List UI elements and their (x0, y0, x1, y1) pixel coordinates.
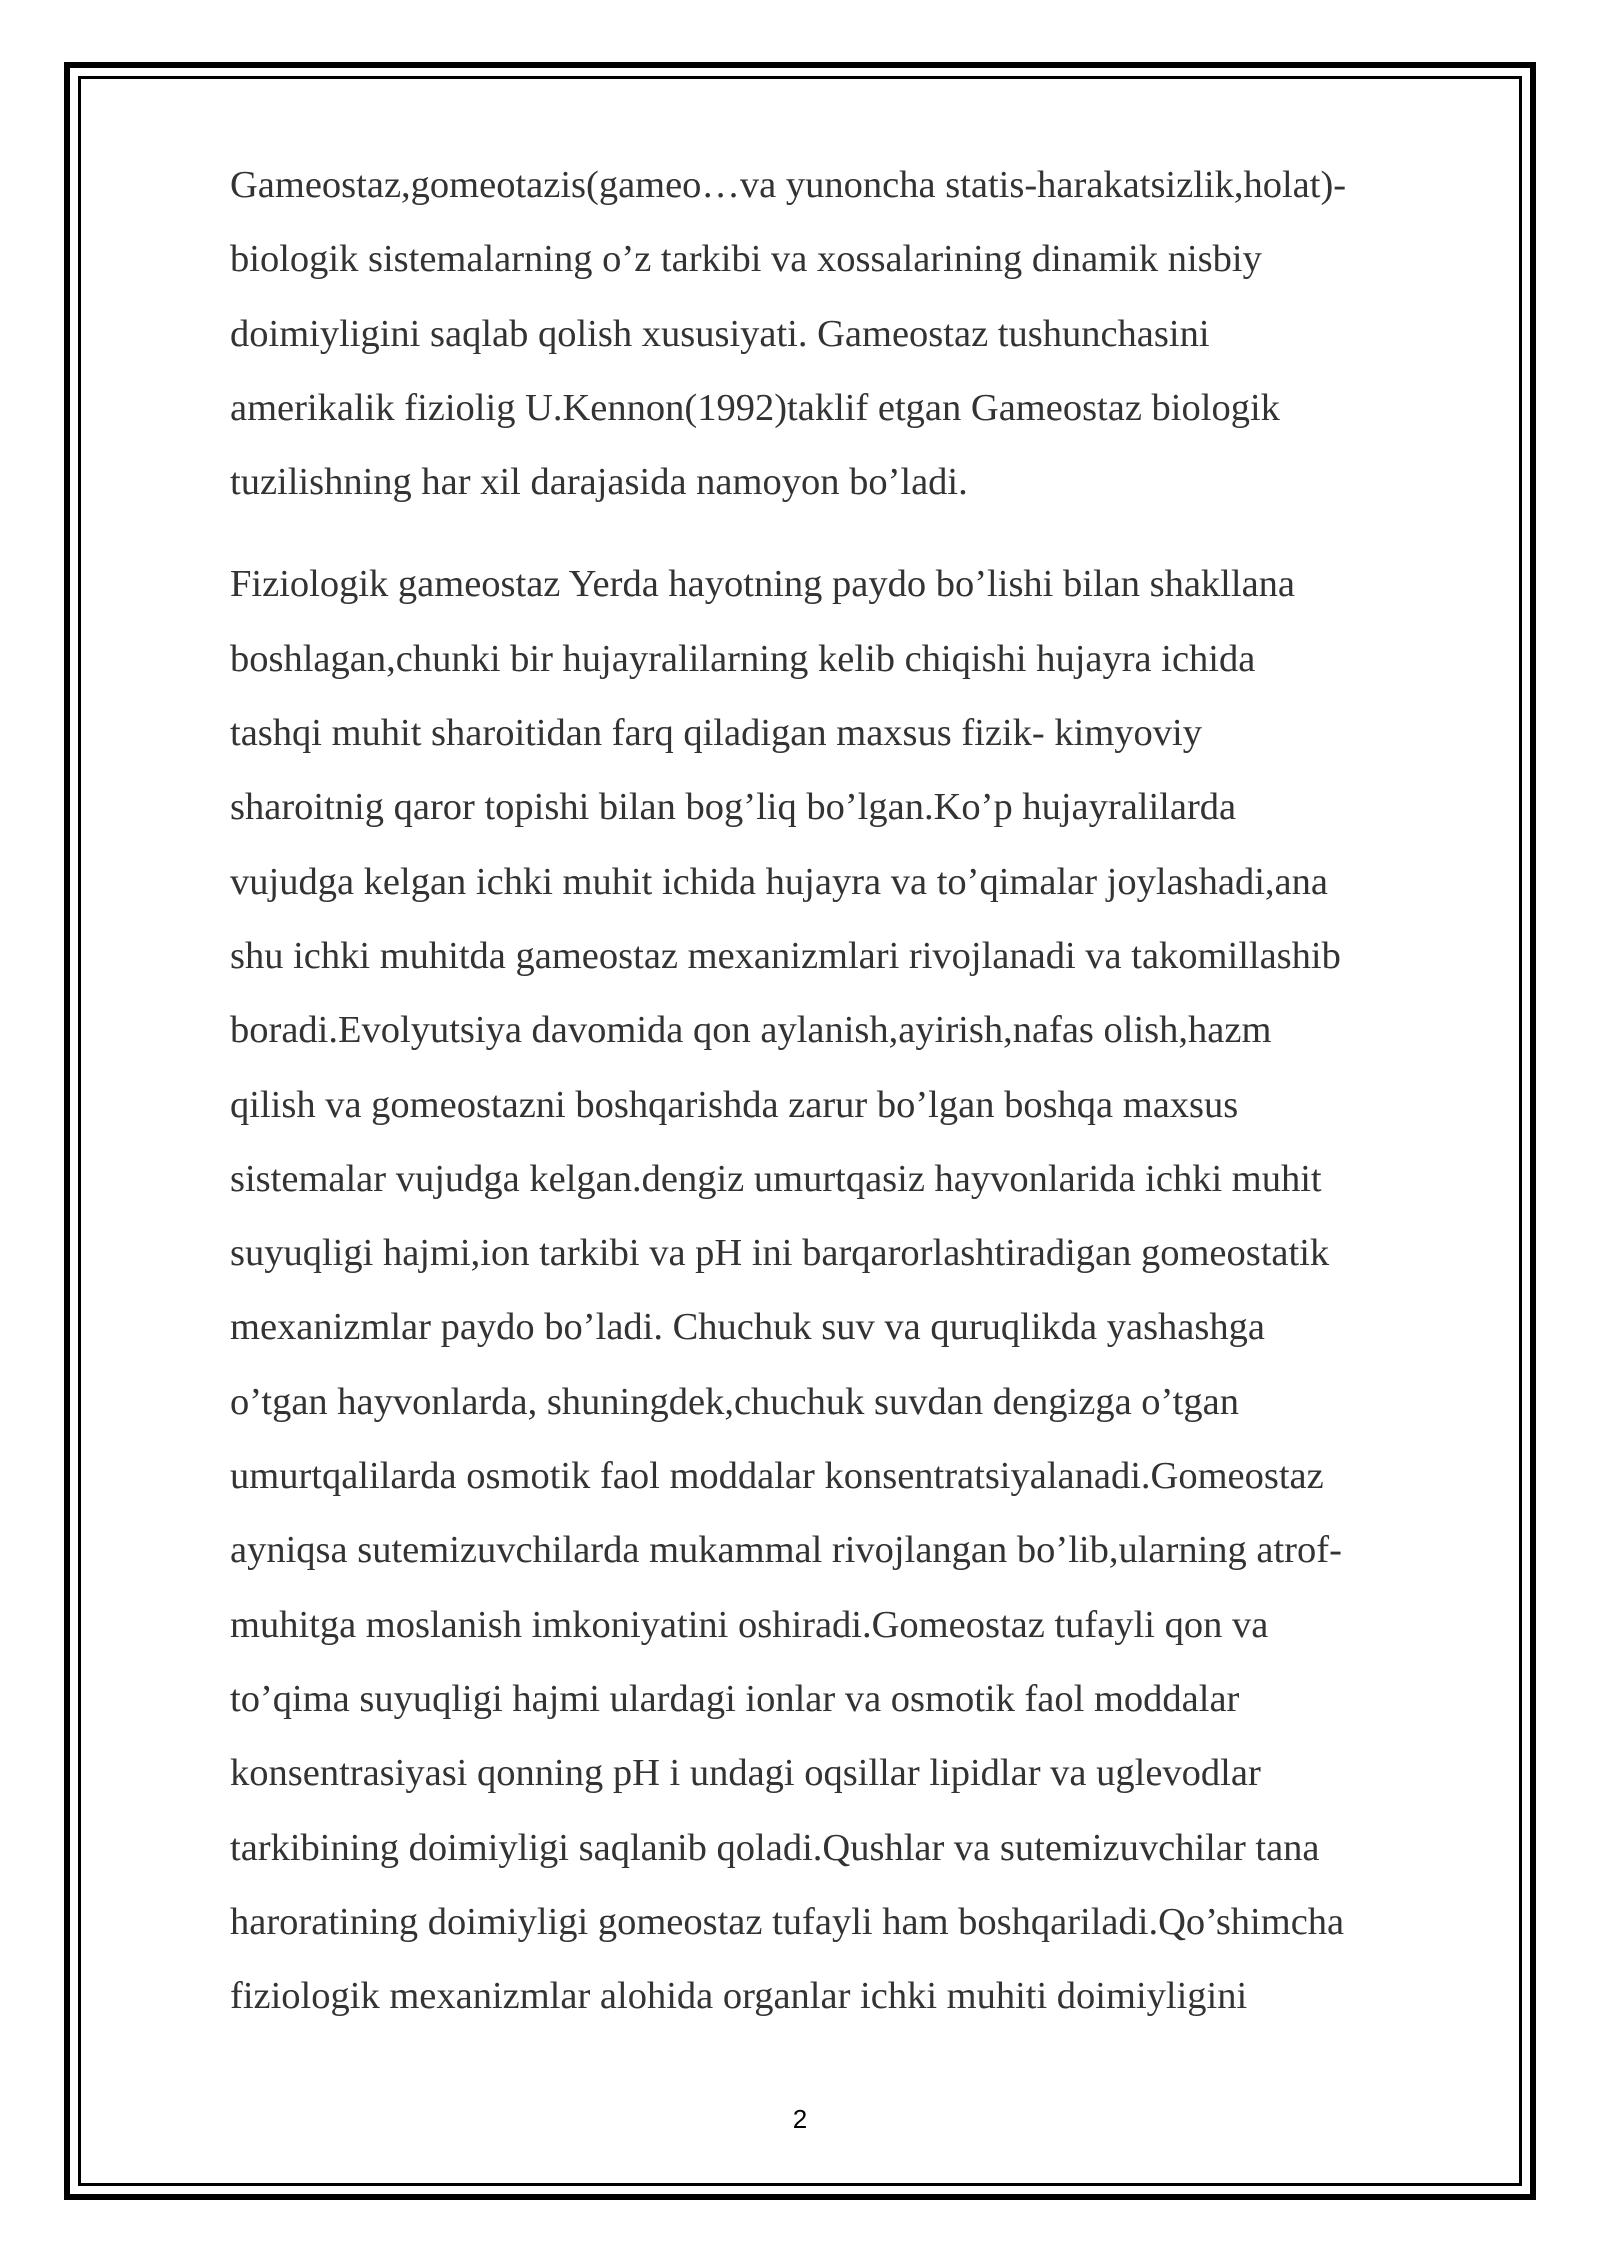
paragraph-2 (230, 547, 1492, 2033)
text-line: tashqi muhit sharoitidan farq qiladigan maxsus fizik- kimyoviy (230, 712, 1202, 755)
document-body (230, 148, 1492, 2033)
text-line: muhitga moslanish imkoniyatini oshiradi.Gomeostaz tufayli qon va (230, 1603, 1269, 1646)
text-line: fiziologik mexanizmlar alohida organlar ichki muhiti doimiyligini (230, 1975, 1248, 2018)
text-line: shu ichki muhitda gameostaz mexanizmlari rivojlanadi va takomillashib (230, 934, 1341, 977)
page-number: 2 (792, 2104, 808, 2134)
text-line: Gameostaz,gomeotazis(gameo…va yunoncha statis-harakatsizlik,holat)- (230, 164, 1347, 206)
text-line: o’tgan hayvonlarda, shuningdek,chuchuk suvdan dengizga o’tgan (230, 1380, 1239, 1423)
paragraph-1 (230, 148, 1492, 519)
text-line: to’qima suyuqligi hajmi ulardagi ionlar va osmotik faol moddalar (230, 1677, 1240, 1720)
text-line: Fiziologik gameostaz Yerda hayotning paydo bo’lishi bilan shakllana (230, 563, 1295, 606)
text-line: suyuqligi hajmi,ion tarkibi va pH ini barqarorlashtiradigan gomeostatik (230, 1232, 1330, 1275)
text-line: vujudga kelgan ichki muhit ichida hujayra va to’qimalar joylashadi,ana (230, 860, 1328, 903)
text-line: tarkibining doimiyligi saqlanib qoladi.Qushlar va sutemizuvchilar tana (230, 1826, 1320, 1869)
text-line: doimiyligini saqlab qolish xususiyati. Gameostaz tushunchasini (230, 312, 1210, 355)
text-line: haroratining doimiyligi gomeostaz tufayli ham boshqariladi.Qo’shimcha (230, 1900, 1345, 1943)
text-line: tuzilishning har xil darajasida namoyon bo’ladi. (230, 461, 968, 504)
text-line: boshlagan,chunki bir hujayralilarning kelib chiqishi hujayra ichida (230, 637, 1256, 680)
text-line: konsentrasiyasi qonning pH i undagi oqsillar lipidlar va uglevodlar (230, 1752, 1261, 1795)
text-line: sistemalar vujudga kelgan.dengiz umurtqasiz hayvonlarida ichki muhit (230, 1157, 1322, 1200)
text-line: qilish va gomeostazni boshqarishda zarur bo’lgan boshqa maxsus (230, 1083, 1239, 1126)
text-line: ayniqsa sutemizuvchilarda mukammal rivojlangan bo’lib,ularning atrof- (230, 1529, 1342, 1572)
text-line: biologik sistemalarning o’z tarkibi va xossalarining dinamik nisbiy (230, 238, 1262, 281)
text-line: umurtqalilarda osmotik faol moddalar konsentratsiyalanadi.Gomeostaz (230, 1455, 1324, 1498)
text-line: mexanizmlar paydo bo’ladi. Chuchuk suv va quruqlikda yashashga (230, 1306, 1265, 1349)
text-line: boradi.Evolyutsiya davomida qon aylanish,ayirish,nafas olish,hazm (230, 1009, 1272, 1052)
text-line: sharoitnig qaror topishi bilan bog’liq bo’lgan.Ko’p hujayralilarda (230, 786, 1237, 829)
text-line: amerikalik fiziolig U.Kennon(1992)taklif etgan Gameostaz biologik (230, 386, 1280, 429)
